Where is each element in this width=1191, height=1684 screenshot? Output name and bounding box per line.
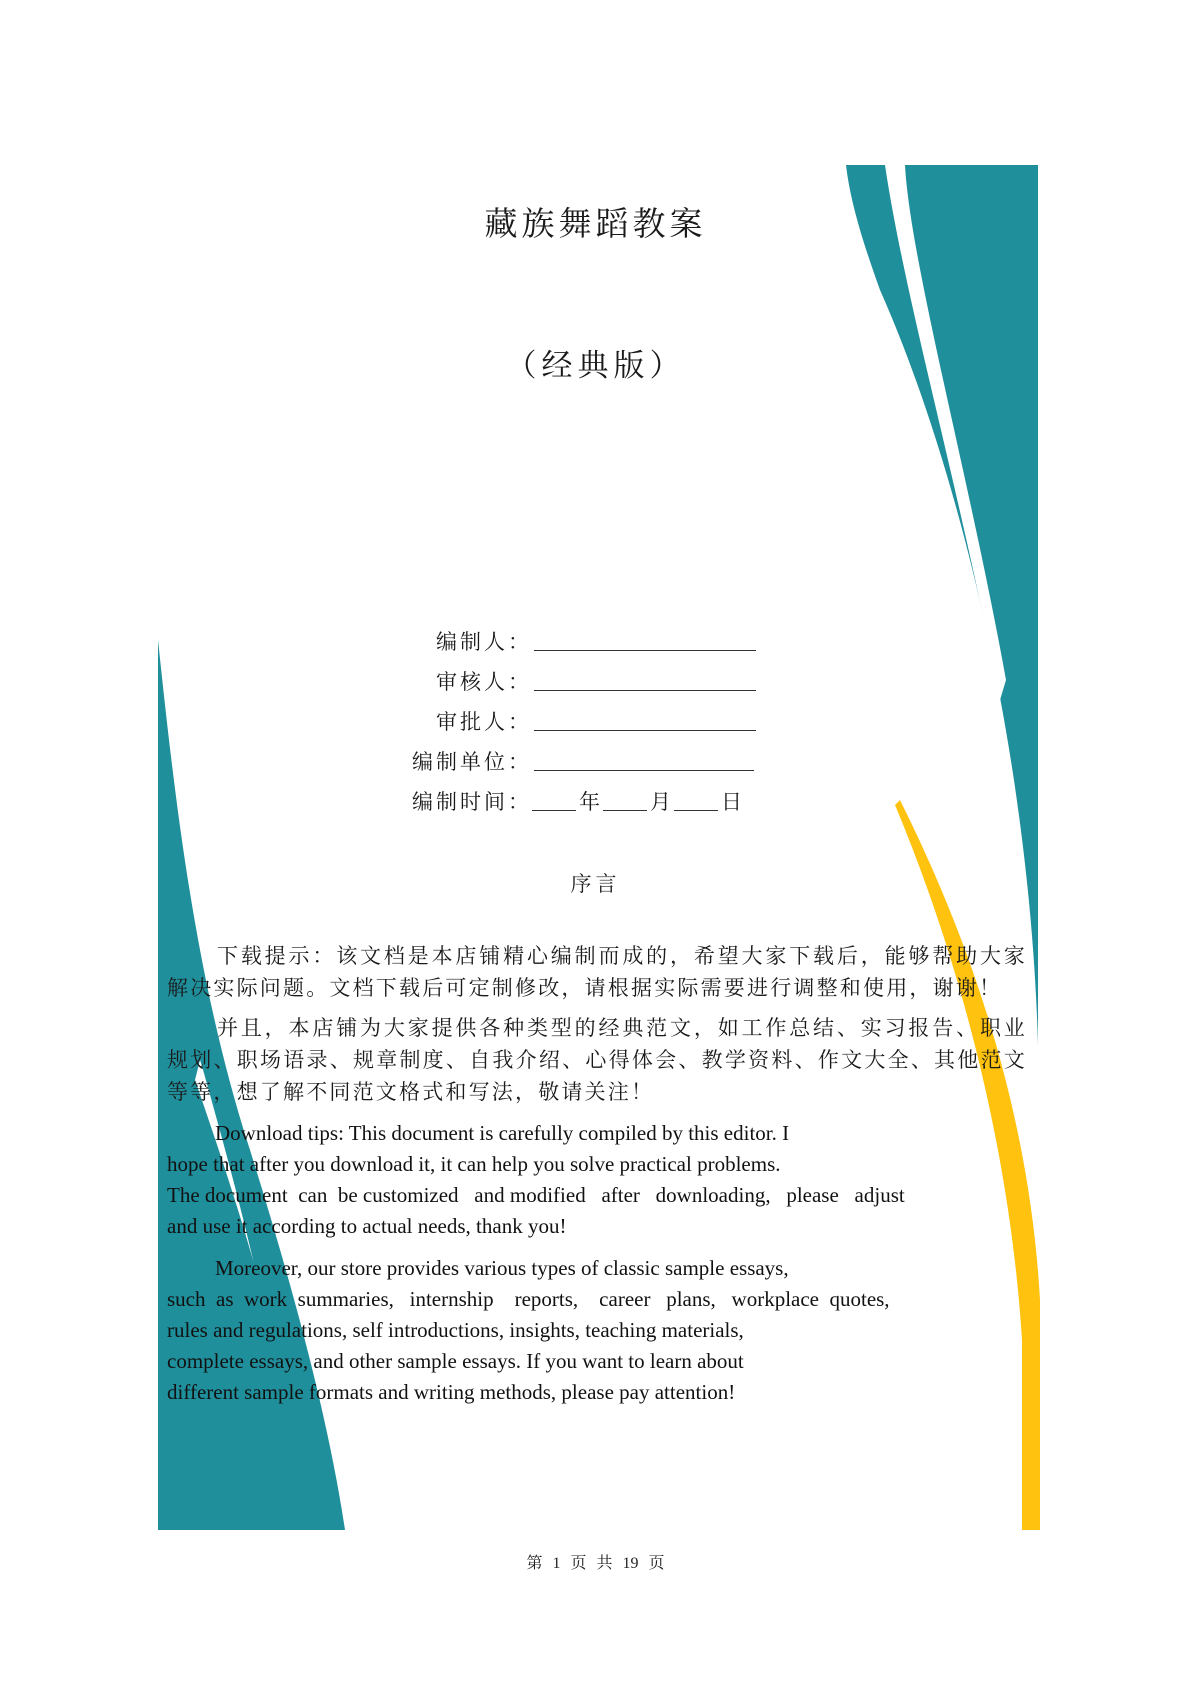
english-body-2 — [167, 1253, 1012, 1408]
blank-line — [534, 746, 754, 771]
metadata-form — [412, 622, 756, 822]
preface-heading: 序言 — [570, 872, 621, 896]
en-line: complete essays, and other sample essays. If you want to learn about — [167, 1349, 744, 1373]
en-line: such as work summaries, internship reports, career plans, workplace quotes, — [167, 1287, 890, 1311]
field-label: 审批人： — [436, 710, 532, 734]
blank-line — [534, 666, 756, 691]
year-label: 年 — [579, 790, 600, 814]
en-line: different sample formats and writing methods, please pay attention! — [167, 1380, 736, 1404]
month-label: 月 — [650, 790, 671, 814]
page-footer: 第 1 页 共 19 页 — [526, 1555, 665, 1572]
field-label: 编制时间： — [412, 790, 532, 814]
blank-line — [534, 706, 756, 731]
compiler-field — [420, 622, 756, 662]
field-label: 审核人： — [436, 670, 532, 694]
date-field — [408, 782, 756, 822]
en-line: rules and regulations, self introductions, insights, teaching materials, — [167, 1318, 744, 1342]
reviewer-field — [420, 662, 756, 702]
cn-paragraph-download-tips: 下载提示：该文档是本店铺精心编制而成的，希望大家下载后，能够帮助大家解决实际问题。文档下载后可定制修改，请根据实际需要进行调整和使用，谢谢！ — [167, 944, 1027, 1000]
blank-line — [534, 626, 756, 651]
day-label: 日 — [721, 790, 742, 814]
year-blank — [532, 786, 576, 811]
organization-field — [408, 742, 756, 782]
approver-field — [420, 702, 756, 742]
field-label: 编制人： — [436, 630, 532, 654]
en-line: The document can be customized and modified after downloading, please adjust — [167, 1183, 905, 1207]
day-blank — [674, 786, 718, 811]
english-body-1 — [167, 1118, 1012, 1242]
month-blank — [603, 786, 647, 811]
cn-paragraph-moreover: 并且，本店铺为大家提供各种类型的经典范文，如工作总结、实习报告、职业规划、职场语录、规章制度、自我介绍、心得体会、教学资料、作文大全、其他范文等等，想了解不同范文格式和写法，敬请关注！ — [167, 1016, 1027, 1104]
en-line: Moreover, our store provides various types of classic sample essays, — [215, 1256, 789, 1280]
en-line: Download tips: This document is carefully compiled by this editor. I — [215, 1121, 790, 1145]
field-label: 编制单位： — [412, 750, 532, 774]
en-line: hope that after you download it, it can help you solve practical problems. — [167, 1152, 781, 1176]
en-line: and use it according to actual needs, thank you! — [167, 1214, 567, 1238]
document-title: 藏族舞蹈教案 — [484, 204, 707, 243]
chinese-body — [167, 940, 1027, 1116]
document-subtitle: （经典版） — [505, 348, 686, 384]
